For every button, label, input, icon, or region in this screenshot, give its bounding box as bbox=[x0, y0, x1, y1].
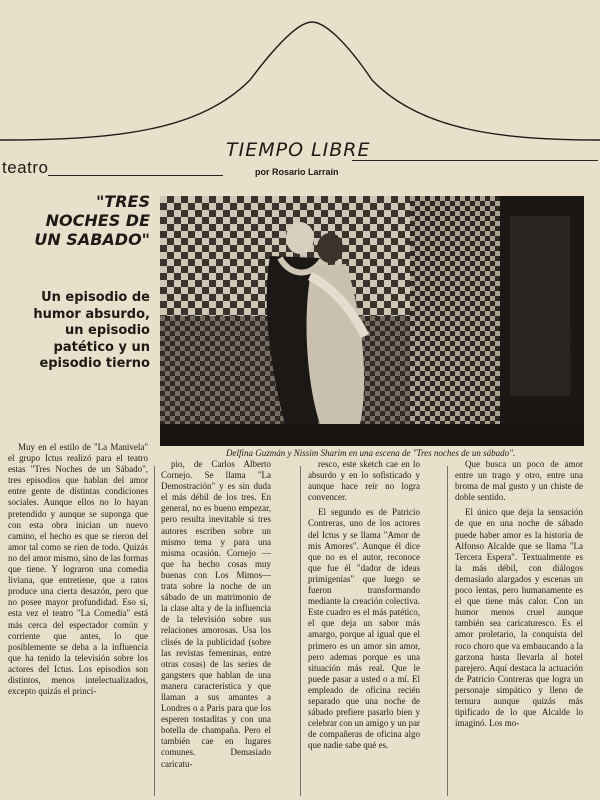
article-headline: "TRES NOCHES DE UN SABADO" bbox=[34, 192, 150, 249]
column-rule bbox=[300, 466, 301, 796]
article-column-3 bbox=[308, 459, 420, 755]
body-paragraph: resco, este sketch cae en lo absurdo y en lo sofisticado y aunque hace reír no logra convencer. bbox=[308, 459, 420, 503]
header-rule-right bbox=[352, 160, 598, 161]
masthead-title: TIEMPO LIBRE bbox=[226, 139, 371, 161]
column-rule bbox=[447, 466, 448, 796]
theatre-scene-photo bbox=[160, 196, 584, 446]
body-paragraph: pio, de Carlos Alberto Cornejo. Se llama "La Demostración" y es sin duda el más débil de los tres. En general, no es bueno empezar, pero resulta inevitable si tres autores escriben sobre un mismo tema y para una misma ocasión. Cornejo —que ha hecho cosas muy buenas con Los Mimos— trata sobre la noche de un sábado de un matrimonio de la clase alta y de la influencia de la televisión sobre sus relaciones amorosas. Usa los clisés de la publicidad (sobre las revistas femeninas, entre otras cosas) de las series de gangsters que hablan de una manera característica y que llaman a sus amantes a Londres o a París para que los esperen tostaditas y con una botella de champaña. Pero el también cae en lugares comunes. Demasiado caricatu- bbox=[161, 459, 271, 769]
body-paragraph: Que busca un poco de amor entre un trago y otro, entre una broma de mal gusto y un chiste de doble sentido. bbox=[455, 459, 583, 503]
body-paragraph: El segundo es de Patricio Contreras, uno de los actores del Ictus y se llama "Amor de mis Amores". Aunque él dice que no es el autor, reconoce que fue él "dador de ideas primigenias" que luego se fueron transformando mediante la creación colectiva. Este cuadro es el más patético, el que deja un sabor más amargo, porque al igual que el primero es un amor sin amor, pero ademas porque es una situación más real. Que le puede pasar a usted o a mí. El empleado de oficina recién separado que una noche de sábado prefiere pasarlo bien y celebrar con un amigo y un par de compañeras de oficina algo que nadie sabe qué es. bbox=[308, 507, 420, 751]
article-column-1 bbox=[8, 442, 148, 701]
photo-credit: Foto: Carmen Ossa bbox=[566, 330, 573, 392]
body-paragraph: El único que deja la sensación de que en una noche de sábado puede haber amor es la historia de Alfonso Alcalde que se llama "La Tercera Espera". Textualmente es la más débil, con diálogos demasiado alargados y escenas un poco lentas, pero humanamente es el que tiene más calor. Con un humor menos cruel aunque también sea caricaturesco. Es el amor proletario, la conquista del roco choro que va embaucando a la garzona hasta llevarla al hotel parejero. Aquí destaca la actuación de Patricio Contreras que logra un personaje simpático y lleno de ternura aunque quizás más tipificado de lo que Alcalde lo imaginó. Los mo- bbox=[455, 507, 583, 729]
column-rule bbox=[154, 466, 155, 796]
byline: por Rosario Larraín bbox=[255, 167, 339, 177]
section-label: teatro bbox=[2, 158, 49, 177]
photo-caption: Delfina Guzmán y Nissim Sharim en una escena de "Tres noches de un sábado". bbox=[226, 448, 516, 458]
article-subhead: Un episodio de humor absurdo, un episodio patético y un episodio tierno bbox=[33, 290, 150, 371]
article-column-4 bbox=[455, 459, 583, 733]
article-column-2 bbox=[161, 459, 271, 774]
body-paragraph: Muy en el estilo de "La Manivela" el grupo Ictus realizó para el teatro estas "Tres Noches de un Sábado", tres episodios que hablan del amor entre gente de distintas condiciones sociales. Aunque ellos no lo hayan pretendido y aunque se suponga que con esta obra inician un nuevo camino, el hecho es que se rieron del amor tal como se ríen de todo. Quizás no del amor mismo, sino de las formas que tiene. Y lograron una comedia liviana, que entretiene, que a ratos produce una cierta desazón, pero que no posee mayor profundidad. Eso sí, esta vez el teatro "La Comedia" está más cerca del espectador común y corriente que antes, lo que posiblemente se deba a la influencia que ha tenido la televisión sobre los actores del Ictus. Los episodios son distintos, menos intelectualizados, excepto quizás el princi- bbox=[8, 442, 148, 697]
decorative-bell-curve bbox=[0, 0, 600, 150]
header-rule-left bbox=[48, 175, 223, 176]
